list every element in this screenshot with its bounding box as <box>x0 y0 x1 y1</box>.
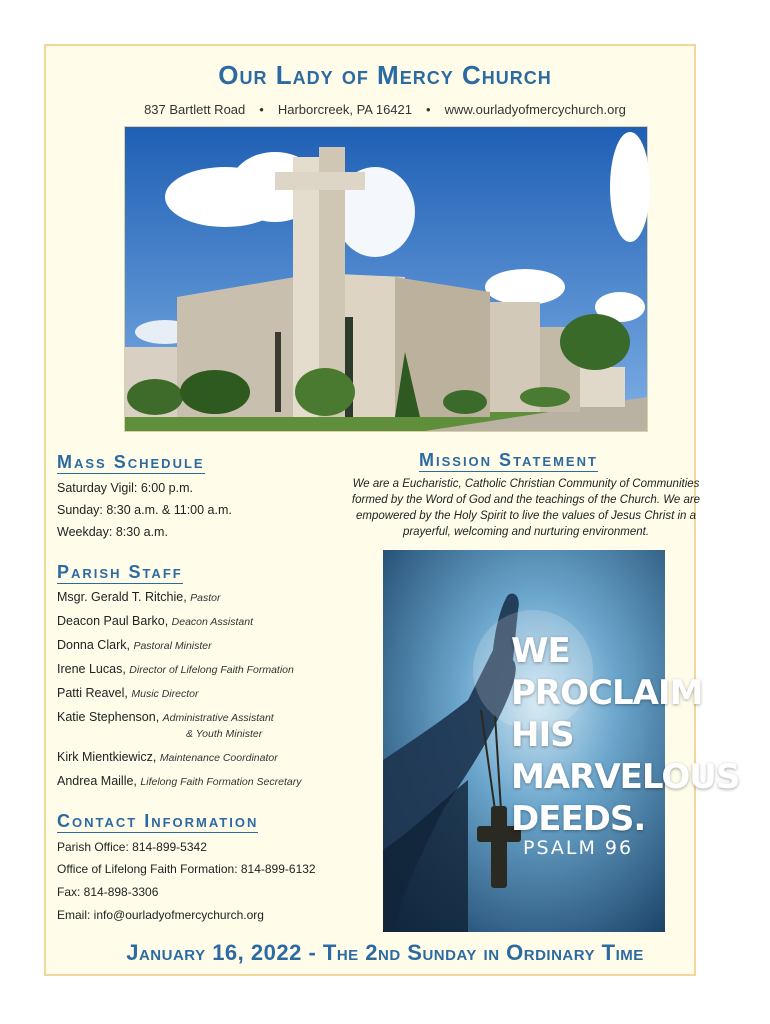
mass-time-saturday: Saturday Vigil: 6:00 p.m. <box>57 481 193 495</box>
parish-staff-heading: Parish Staff <box>57 562 183 582</box>
church-address-line <box>0 102 770 117</box>
poster-line: WE <box>511 631 570 671</box>
separator-dot: • <box>259 102 264 117</box>
staff-role: Pastoral Minister <box>133 640 212 652</box>
contact-parish-office: Parish Office: 814-899-5342 <box>57 840 207 854</box>
poster-line: HIS <box>511 715 574 755</box>
city-address: Harborcreek, PA 16421 <box>277 102 412 117</box>
poster-verse: PSALM 96 <box>523 837 634 859</box>
staff-role-continued: & Youth Minister <box>186 728 263 740</box>
church-photo <box>124 126 648 432</box>
contact-information-heading: Contact Information <box>57 811 259 831</box>
staff-member <box>57 686 198 700</box>
contact-fax: Fax: 814-898-3306 <box>57 885 159 899</box>
mass-schedule-heading: Mass Schedule <box>57 452 205 472</box>
mass-time-sunday: Sunday: 8:30 a.m. & 11:00 a.m. <box>57 503 232 517</box>
staff-member <box>57 710 274 724</box>
staff-name: Kirk Mientkiewicz, <box>57 750 157 764</box>
poster-headline <box>511 630 739 840</box>
staff-role: Administrative Assistant <box>162 712 274 724</box>
staff-role: Lifelong Faith Formation Secretary <box>140 776 302 788</box>
street-address: 837 Bartlett Road <box>144 102 246 117</box>
poster-line: PROCLAIM <box>511 673 703 713</box>
contact-faith-formation: Office of Lifelong Faith Formation: 814-899-6132 <box>57 862 316 876</box>
separator-dot: • <box>426 102 431 117</box>
contact-email[interactable]: Email: info@ourladyofmercychurch.org <box>57 908 264 922</box>
poster-line: DEEDS. <box>511 799 646 839</box>
staff-name: Patti Reavel, <box>57 686 128 700</box>
mass-time-weekday: Weekday: 8:30 a.m. <box>57 525 168 539</box>
staff-role: Music Director <box>131 688 199 700</box>
staff-role: Maintenance Coordinator <box>159 752 278 764</box>
staff-role: Pastor <box>190 592 221 604</box>
staff-name: Katie Stephenson, <box>57 710 160 724</box>
website-link[interactable]: www.ourladyofmercychurch.org <box>444 102 626 117</box>
staff-member <box>57 750 278 764</box>
staff-name: Irene Lucas, <box>57 662 126 676</box>
mission-statement-heading: Mission Statement <box>419 450 598 470</box>
mission-statement-text: We are a Eucharistic, Catholic Christian Community of Communities formed by the Word of God and the teachings of the Church. We are empowered by the Holy Spirit to live the values of Jesus Christ in a prayerful, welcoming and nurturing environment. <box>351 478 701 538</box>
staff-member <box>57 638 212 652</box>
bulletin-date-title: January 16, 2022 - The 2nd Sunday in Ordinary Time <box>126 940 644 965</box>
church-title: Our Lady of Mercy Church <box>218 60 552 90</box>
staff-name: Andrea Maille, <box>57 774 137 788</box>
staff-member <box>57 774 301 788</box>
staff-role: Director of Lifelong Faith Formation <box>129 664 294 676</box>
staff-name: Donna Clark, <box>57 638 130 652</box>
staff-name: Deacon Paul Barko, <box>57 614 169 628</box>
staff-member <box>57 590 221 604</box>
staff-role: Deacon Assistant <box>171 616 253 628</box>
church-photo-illustration <box>125 127 647 431</box>
staff-name: Msgr. Gerald T. Ritchie, <box>57 590 187 604</box>
poster-line: MARVELOUS <box>511 757 740 797</box>
psalm-poster <box>383 550 740 932</box>
staff-member <box>57 662 294 676</box>
staff-member <box>57 614 253 628</box>
